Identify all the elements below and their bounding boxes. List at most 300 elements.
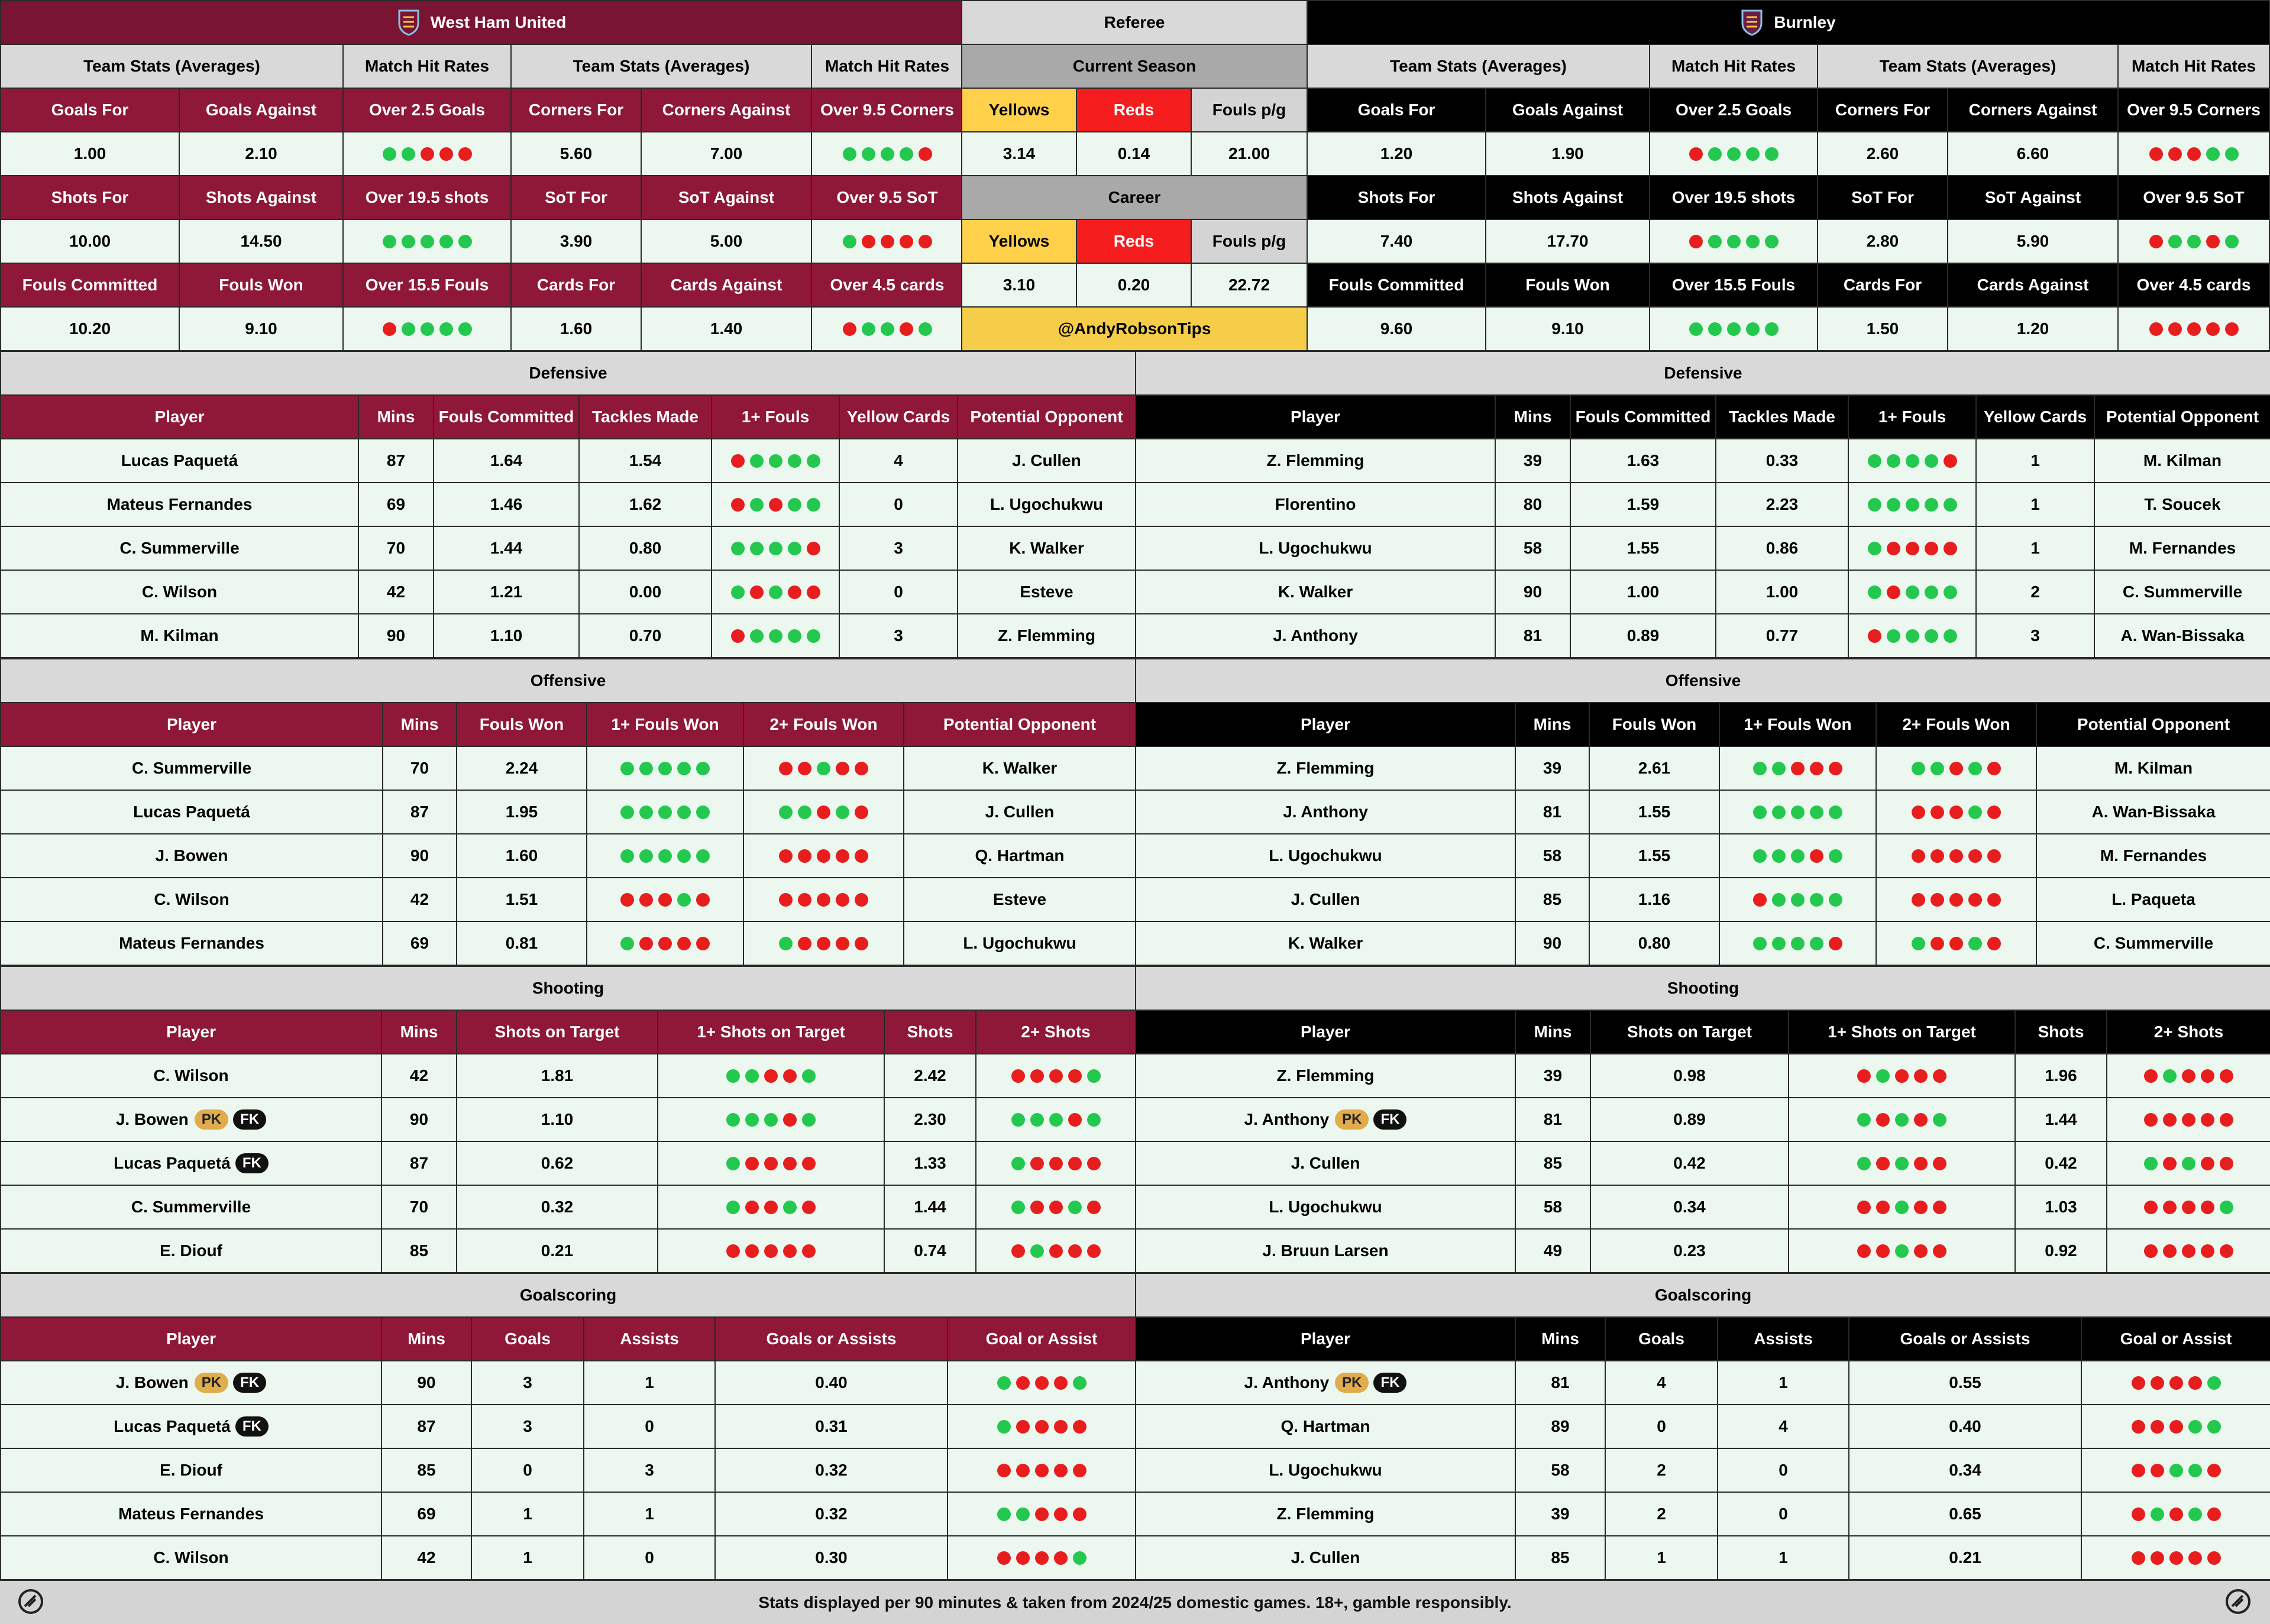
- shots-value: 1.03: [2014, 1185, 2106, 1228]
- player-name-text: Mateus Fernandes: [106, 495, 253, 513]
- miss-dot: [2163, 1244, 2177, 1258]
- hit-dot: [1868, 585, 1881, 599]
- hit-dot: [639, 849, 653, 863]
- goals-value: 1: [471, 1535, 583, 1579]
- miss-dot: [779, 762, 793, 775]
- player-name-text: Z. Flemming: [1276, 1066, 1375, 1085]
- miss-dot: [1054, 1420, 1068, 1434]
- hit-dot: [1944, 585, 1957, 599]
- yellow-cards-value: 1: [1975, 438, 2094, 482]
- twitter-handle: @AndyRobsonTips: [961, 306, 1307, 350]
- potential-opponent: Z. Flemming: [957, 613, 1135, 657]
- hit-dot: [1912, 937, 1925, 950]
- miss-dot: [1049, 1069, 1063, 1083]
- fouls-hit-rate: [1848, 438, 1975, 482]
- footer: [0, 1580, 2270, 1624]
- shots-on-target-value: 1.81: [456, 1053, 657, 1097]
- fouls-committed-value: 0.89: [1570, 613, 1715, 657]
- column-header: Player: [1135, 1010, 1515, 1053]
- miss-dot: [2151, 1376, 2164, 1390]
- miss-dot: [1035, 1464, 1049, 1477]
- sot-hit-rate: [1788, 1053, 2014, 1097]
- hit-dot: [1791, 937, 1805, 950]
- miss-dot: [2144, 1201, 2158, 1214]
- column-header: 1+ Fouls Won: [1719, 702, 1876, 746]
- potential-opponent: Esteve: [957, 570, 1135, 613]
- hit-dot: [726, 1113, 740, 1127]
- miss-dot: [1810, 762, 1823, 775]
- miss-dot: [1073, 1464, 1087, 1477]
- player-name: [0, 833, 382, 877]
- hit-dot: [807, 498, 820, 512]
- hit-dot: [726, 1157, 740, 1170]
- tackles-made-value: 0.33: [1715, 438, 1848, 482]
- hit-dot: [1753, 805, 1767, 819]
- hit-dot: [807, 454, 820, 468]
- hit-dot: [1746, 147, 1760, 161]
- hit-rate-dots: [731, 454, 820, 468]
- hit-rate-dots: [2132, 1420, 2221, 1434]
- potential-opponent: M. Fernandes: [2094, 526, 2270, 570]
- stat-value: 3.90: [510, 219, 641, 263]
- free-kick-taker-badge: FK: [1373, 1109, 1406, 1130]
- hit-dot: [862, 147, 875, 161]
- fouls-label: Fouls p/g: [1191, 88, 1307, 131]
- section-grid: [1135, 658, 2270, 966]
- stat-label: Over 15.5 Fouls: [1649, 263, 1817, 306]
- hit-dot: [620, 937, 634, 950]
- mins-value: 70: [382, 746, 456, 790]
- miss-dot: [1931, 937, 1944, 950]
- miss-dot: [421, 147, 434, 161]
- column-header: 1+ Shots on Target: [657, 1010, 884, 1053]
- hit-dot: [807, 629, 820, 643]
- stat-label: Over 2.5 Goals: [1649, 88, 1817, 131]
- section-grid: [0, 1273, 1135, 1580]
- player-name: [0, 1185, 381, 1228]
- hit-dot: [1887, 498, 1900, 512]
- miss-dot: [2163, 1157, 2177, 1170]
- free-kick-taker-badge: FK: [233, 1373, 266, 1393]
- stat-label: Cards For: [1817, 263, 1947, 306]
- hit-dot: [1868, 498, 1881, 512]
- player-name: [0, 1448, 381, 1492]
- hit-rate-dots: [620, 805, 710, 819]
- hit-dot: [1906, 498, 1919, 512]
- column-header: 2+ Fouls Won: [743, 702, 903, 746]
- shots-value: 1.44: [2014, 1097, 2106, 1141]
- assists-value: 3: [583, 1448, 714, 1492]
- hit-rate-dots: [2132, 1507, 2221, 1521]
- miss-dot: [2132, 1420, 2145, 1434]
- hit-rate-dots: [1912, 849, 2001, 863]
- sot-hit-rate: [657, 1185, 884, 1228]
- miss-dot: [1068, 1157, 1082, 1170]
- hit-rate-dots: [1857, 1244, 1946, 1258]
- player-name-text: C. Wilson: [153, 1548, 229, 1567]
- stat-value: 1.20: [1307, 131, 1485, 175]
- player-name-text: J. Bowen: [155, 846, 228, 865]
- hit-dot: [2225, 235, 2239, 248]
- hit-rate-dots: [731, 629, 820, 643]
- hit-dot: [802, 1069, 816, 1083]
- goalscoring-section-title: Goalscoring: [1135, 1273, 2270, 1316]
- stat-label: Over 15.5 Fouls: [342, 263, 510, 306]
- column-header: Shots: [2014, 1010, 2106, 1053]
- shots-on-target-value: 0.98: [1590, 1053, 1788, 1097]
- mins-value: 85: [381, 1448, 471, 1492]
- player-name: [0, 1097, 381, 1141]
- hit-dot: [726, 1069, 740, 1083]
- hit-rate-dots: [2149, 235, 2239, 248]
- two-fouls-won-hit-rate: [743, 877, 903, 921]
- player-name-text: J. Bowen: [115, 1110, 189, 1128]
- hit-dot: [750, 454, 764, 468]
- column-header: Goals: [1605, 1316, 1717, 1360]
- sot-hit-rate: [657, 1141, 884, 1185]
- column-header: Mins: [1515, 1316, 1605, 1360]
- hit-rate-dots: [843, 322, 932, 336]
- player-name-text: J. Anthony: [1244, 1373, 1330, 1392]
- fouls-won-value: 2.24: [456, 746, 586, 790]
- column-header: Fouls Committed: [433, 394, 578, 438]
- stat-label: SoT For: [510, 175, 641, 219]
- hit-dot: [1925, 585, 1938, 599]
- miss-dot: [1887, 585, 1900, 599]
- hit-rate-dots: [1868, 454, 1957, 468]
- hit-dot: [658, 849, 672, 863]
- hit-rate-dots: [1011, 1113, 1101, 1127]
- shots-value: 1.33: [884, 1141, 975, 1185]
- stat-label: Goals For: [1307, 88, 1485, 131]
- referee-header: Referee: [961, 0, 1307, 44]
- miss-dot: [2201, 1157, 2214, 1170]
- hit-dot: [1829, 893, 1842, 907]
- stat-value: 5.00: [641, 219, 811, 263]
- fouls-won-hit-rate: [586, 921, 743, 965]
- stat-label: SoT Against: [641, 175, 811, 219]
- stat-value: 7.40: [1307, 219, 1485, 263]
- mins-value: 87: [381, 1141, 456, 1185]
- match-hit-rates-header: Match Hit Rates: [342, 44, 510, 88]
- sot-hit-rate: [1788, 1185, 2014, 1228]
- miss-dot: [817, 849, 830, 863]
- miss-dot: [1914, 1244, 1928, 1258]
- hit-dot: [2151, 1507, 2164, 1521]
- player-name-text: J. Cullen: [1291, 1548, 1360, 1567]
- hit-rate-cell: [342, 219, 510, 263]
- column-header: Mins: [381, 1010, 456, 1053]
- hit-dot: [788, 629, 801, 643]
- stat-label: Cards For: [510, 263, 641, 306]
- penalty-taker-badge: PK: [195, 1373, 228, 1393]
- stat-value: 2.80: [1817, 219, 1947, 263]
- hit-dot: [639, 805, 653, 819]
- column-header: Mins: [381, 1316, 471, 1360]
- hit-dot: [620, 762, 634, 775]
- miss-dot: [1949, 937, 1963, 950]
- hit-dot: [997, 1507, 1011, 1521]
- column-header: Tackles Made: [1715, 394, 1848, 438]
- miss-dot: [2169, 1376, 2183, 1390]
- stat-label: SoT Against: [1947, 175, 2117, 219]
- stat-label: Over 9.5 SoT: [2117, 175, 2269, 219]
- hit-rate-cell: [811, 306, 962, 350]
- hit-dot: [1791, 849, 1805, 863]
- miss-dot: [1987, 937, 2001, 950]
- hit-dot: [881, 147, 894, 161]
- miss-dot: [1087, 1157, 1101, 1170]
- offensive-section-title: Offensive: [1135, 658, 2270, 702]
- hit-dot: [1925, 629, 1938, 643]
- hit-rate-dots: [1912, 762, 2001, 775]
- hit-rate-dots: [1689, 235, 1779, 248]
- player-name-text: C. Summerville: [131, 759, 252, 777]
- column-header: Goals: [471, 1316, 583, 1360]
- stat-label: Over 19.5 shots: [342, 175, 510, 219]
- player-name-text: Lucas Paquetá: [133, 803, 250, 821]
- tackles-made-value: 0.80: [578, 526, 711, 570]
- miss-dot: [1030, 1201, 1044, 1214]
- yellows-label: Yellows: [961, 219, 1076, 263]
- hit-dot: [900, 147, 913, 161]
- miss-dot: [439, 147, 453, 161]
- shots-value: 2.30: [884, 1097, 975, 1141]
- hit-dot: [1857, 1113, 1871, 1127]
- hit-rate-dots: [1753, 762, 1842, 775]
- sot-hit-rate: [1788, 1228, 2014, 1272]
- mins-value: 70: [358, 526, 433, 570]
- player-name-text: M. Kilman: [140, 626, 219, 645]
- mins-value: 81: [1515, 1360, 1605, 1404]
- hit-dot: [458, 235, 472, 248]
- hit-dot: [798, 805, 811, 819]
- hit-dot: [1746, 235, 1760, 248]
- hit-dot: [1727, 322, 1741, 336]
- player-name: [1135, 1492, 1515, 1535]
- player-name: [1135, 1360, 1515, 1404]
- miss-dot: [2151, 1464, 2164, 1477]
- miss-dot: [1949, 762, 1963, 775]
- miss-dot: [1912, 849, 1925, 863]
- stat-label: Goals Against: [179, 88, 342, 131]
- hit-rate-dots: [620, 762, 710, 775]
- miss-dot: [2144, 1244, 2158, 1258]
- goals-or-assists-value: 0.65: [1848, 1492, 2081, 1535]
- hit-dot: [1765, 322, 1779, 336]
- miss-dot: [855, 893, 868, 907]
- player-name-text: J. Bowen: [115, 1373, 189, 1392]
- hit-rate-dots: [779, 937, 868, 950]
- fouls-hit-rate: [711, 438, 839, 482]
- stat-value: 5.90: [1947, 219, 2117, 263]
- hit-dot: [677, 805, 691, 819]
- miss-dot: [2187, 147, 2201, 161]
- miss-dot: [798, 937, 811, 950]
- hit-dot: [802, 1113, 816, 1127]
- miss-dot: [1987, 762, 2001, 775]
- column-header: Mins: [1515, 1010, 1590, 1053]
- mins-value: 87: [381, 1404, 471, 1448]
- stat-label: Corners Against: [1947, 88, 2117, 131]
- stat-label: Corners Against: [641, 88, 811, 131]
- hit-dot: [696, 805, 710, 819]
- player-name: [1135, 438, 1495, 482]
- hit-rate-dots: [1011, 1244, 1101, 1258]
- player-name-text: Lucas Paquetá: [121, 451, 238, 470]
- hit-dot: [1727, 235, 1741, 248]
- mins-value: 89: [1515, 1404, 1605, 1448]
- yellow-cards-value: 0: [839, 482, 957, 526]
- two-shots-hit-rate: [975, 1185, 1135, 1228]
- fouls-won-value: 1.55: [1589, 833, 1719, 877]
- mins-value: 69: [381, 1492, 471, 1535]
- home-team-header: [0, 0, 962, 44]
- shooting-section-title: Shooting: [1135, 966, 2270, 1010]
- potential-opponent: A. Wan-Bissaka: [2036, 790, 2270, 833]
- hit-rate-dots: [1857, 1201, 1946, 1214]
- sot-hit-rate: [657, 1228, 884, 1272]
- hit-dot: [1765, 147, 1779, 161]
- column-header: Fouls Won: [456, 702, 586, 746]
- fouls-committed-value: 1.59: [1570, 482, 1715, 526]
- hit-rate-cell: [811, 219, 962, 263]
- hit-dot: [745, 1069, 759, 1083]
- shots-on-target-value: 0.62: [456, 1141, 657, 1185]
- miss-dot: [769, 498, 782, 512]
- career-yellows: 3.10: [961, 263, 1076, 306]
- hit-rate-dots: [726, 1244, 816, 1258]
- player-name: [1135, 1141, 1515, 1185]
- potential-opponent: J. Cullen: [957, 438, 1135, 482]
- miss-dot: [2220, 1113, 2233, 1127]
- fouls-won-value: 1.51: [456, 877, 586, 921]
- assists-value: 0: [1717, 1448, 1848, 1492]
- mins-value: 69: [358, 482, 433, 526]
- player-name-text: C. Summerville: [131, 1198, 251, 1216]
- shots-value: 0.74: [884, 1228, 975, 1272]
- mins-value: 58: [1515, 1185, 1590, 1228]
- goal-or-assist-hit-rate: [2081, 1360, 2270, 1404]
- shots-on-target-value: 0.34: [1590, 1185, 1788, 1228]
- hit-dot: [1073, 1376, 1087, 1390]
- yellows-label: Yellows: [961, 88, 1076, 131]
- player-name-text: C. Wilson: [153, 1066, 229, 1085]
- miss-dot: [1054, 1376, 1068, 1390]
- stat-label: Fouls Won: [1485, 263, 1649, 306]
- fouls-hit-rate: [1848, 613, 1975, 657]
- stat-value: 14.50: [179, 219, 342, 263]
- miss-dot: [2207, 1507, 2221, 1521]
- yellow-cards-value: 1: [1975, 526, 2094, 570]
- player-name-text: J. Bruun Larsen: [1262, 1241, 1389, 1260]
- potential-opponent: Q. Hartman: [903, 833, 1135, 877]
- fouls-won-hit-rate: [1719, 790, 1876, 833]
- fouls-won-value: 0.81: [456, 921, 586, 965]
- fouls-won-value: 2.61: [1589, 746, 1719, 790]
- stat-label: Shots For: [1307, 175, 1485, 219]
- miss-dot: [764, 1069, 778, 1083]
- hit-rate-dots: [2132, 1551, 2221, 1565]
- tackles-made-value: 0.86: [1715, 526, 1848, 570]
- column-header: 2+ Shots: [975, 1010, 1135, 1053]
- miss-dot: [1049, 1157, 1063, 1170]
- mins-value: 39: [1515, 1492, 1605, 1535]
- hit-rate-dots: [383, 322, 472, 336]
- player-name: [0, 1360, 381, 1404]
- hit-dot: [2207, 1420, 2221, 1434]
- hit-dot: [2187, 235, 2201, 248]
- player-name: [1135, 570, 1495, 613]
- hit-rate-cell: [1649, 131, 1817, 175]
- free-kick-taker-badge: FK: [235, 1416, 269, 1437]
- stat-value: 1.90: [1485, 131, 1649, 175]
- two-fouls-won-hit-rate: [743, 921, 903, 965]
- hit-dot: [1887, 629, 1900, 643]
- penalty-taker-badge: PK: [1335, 1109, 1369, 1130]
- potential-opponent: A. Wan-Bissaka: [2094, 613, 2270, 657]
- miss-dot: [2149, 147, 2163, 161]
- miss-dot: [798, 893, 811, 907]
- hit-dot: [1772, 849, 1786, 863]
- hit-dot: [1968, 805, 1982, 819]
- miss-dot: [783, 1244, 797, 1258]
- column-header: Player: [1135, 394, 1495, 438]
- hit-dot: [1708, 235, 1722, 248]
- miss-dot: [2220, 1069, 2233, 1083]
- stat-label: Over 9.5 SoT: [811, 175, 962, 219]
- miss-dot: [817, 893, 830, 907]
- stat-label: Shots Against: [179, 175, 342, 219]
- mins-value: 69: [382, 921, 456, 965]
- hit-dot: [836, 805, 849, 819]
- hit-rate-dots: [1868, 498, 1957, 512]
- assists-value: 4: [1717, 1404, 1848, 1448]
- miss-dot: [696, 893, 710, 907]
- miss-dot: [1931, 849, 1944, 863]
- hit-dot: [769, 585, 782, 599]
- hit-dot: [1810, 805, 1823, 819]
- miss-dot: [1829, 762, 1842, 775]
- miss-dot: [1073, 1507, 1087, 1521]
- goalscoring-section-title: Goalscoring: [0, 1273, 1135, 1316]
- miss-dot: [1049, 1201, 1063, 1214]
- fouls-committed-value: 1.00: [1570, 570, 1715, 613]
- miss-dot: [843, 322, 856, 336]
- column-header: 1+ Shots on Target: [1788, 1010, 2014, 1053]
- hit-dot: [2188, 1464, 2202, 1477]
- stat-label: Cards Against: [641, 263, 811, 306]
- assists-value: 1: [583, 1492, 714, 1535]
- player-name: [0, 570, 358, 613]
- miss-dot: [2201, 1244, 2214, 1258]
- miss-dot: [1944, 542, 1957, 555]
- player-name-text: Z. Flemming: [1276, 1505, 1375, 1523]
- hit-dot: [677, 762, 691, 775]
- hit-rate-dots: [997, 1376, 1087, 1390]
- potential-opponent: C. Summerville: [2094, 570, 2270, 613]
- match-hit-rates-header: Match Hit Rates: [1649, 44, 1817, 88]
- mins-value: 39: [1515, 1053, 1590, 1097]
- hit-rate-dots: [779, 849, 868, 863]
- two-shots-hit-rate: [2106, 1141, 2270, 1185]
- fouls-hit-rate: [1848, 570, 1975, 613]
- column-header: Player: [0, 1010, 381, 1053]
- hit-dot: [997, 1420, 1011, 1434]
- hit-dot: [1708, 147, 1722, 161]
- stat-label: Over 4.5 cards: [811, 263, 962, 306]
- hit-dot: [1016, 1507, 1030, 1521]
